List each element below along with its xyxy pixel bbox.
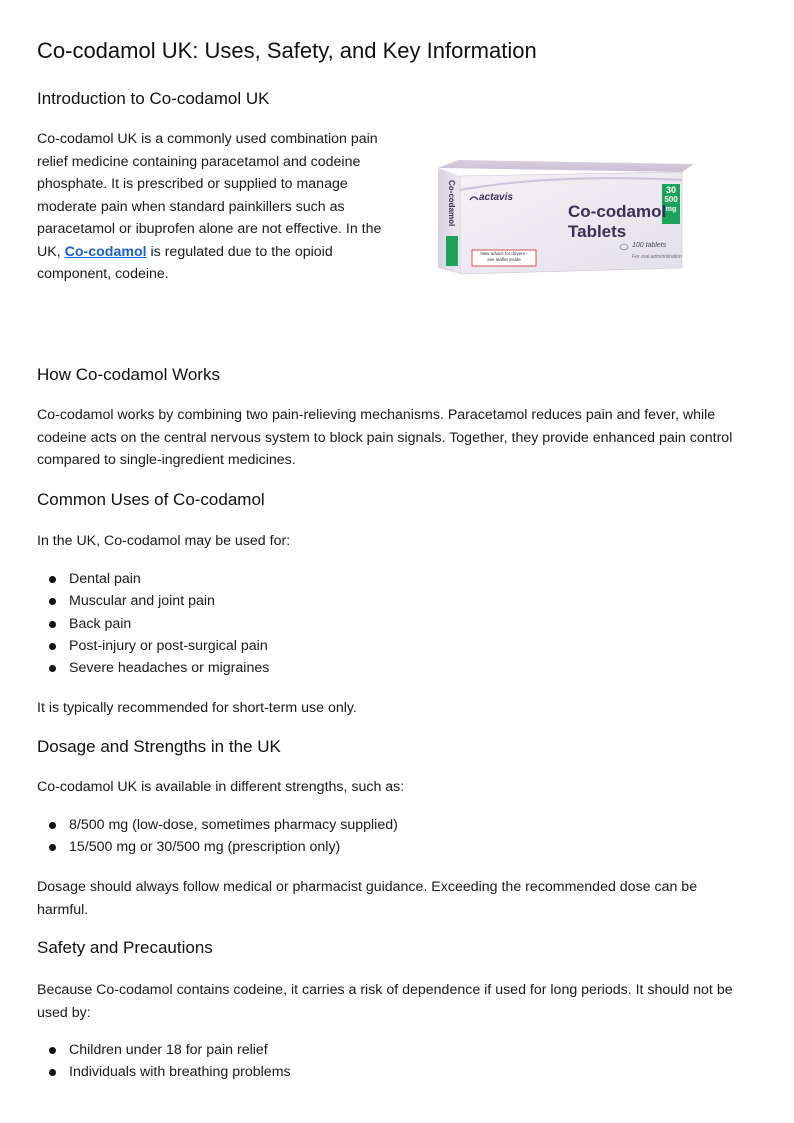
uses-note: It is typically recommended for short-term use only. (37, 700, 357, 716)
uses-heading: Common Uses of Co-codamol (37, 490, 265, 509)
page-title: Co-codamol UK: Uses, Safety, and Key Information (37, 38, 537, 63)
safety-heading: Safety and Precautions (37, 938, 213, 957)
dosage-heading: Dosage and Strengths in the UK (37, 737, 281, 756)
co-codamol-link[interactable]: Co-codamol (64, 243, 147, 260)
brand-label: actavis (479, 192, 513, 203)
list-item: 8/500 mg (low-dose, sometimes pharmacy supplied) (37, 814, 737, 836)
uses-list (37, 568, 737, 679)
product-name-line1: Co-codamol (568, 202, 667, 221)
list-item: Muscular and joint pain (37, 590, 737, 612)
how-heading: How Co-codamol Works (37, 365, 220, 384)
list-item: Dental pain (37, 568, 737, 590)
warning-line-1: New advice for drivers - (480, 251, 528, 256)
strength-unit: mg (665, 206, 677, 213)
dosage-intro: Co-codamol UK is available in different strengths, such as: (37, 779, 405, 795)
safety-list (37, 1039, 737, 1084)
list-item: Individuals with breathing problems (37, 1061, 737, 1083)
uses-intro: In the UK, Co-codamol may be used for: (37, 533, 291, 549)
intro-paragraph (37, 128, 397, 286)
box-top-face (438, 160, 694, 172)
intro-text-2: is regulated due to the opioid component, codeine. (37, 243, 333, 282)
product-box-image (436, 150, 696, 280)
list-item: Back pain (37, 613, 737, 635)
product-name-line2: Tablets (568, 222, 627, 241)
tablet-count: 100 tablets (632, 242, 667, 249)
strength-bottom: 500 (664, 195, 678, 204)
list-item: Children under 18 for pain relief (37, 1039, 737, 1061)
list-item: Severe headaches or migraines (37, 657, 737, 679)
intro-heading: Introduction to Co-codamol UK (37, 89, 270, 108)
route-label: For oral administration (632, 254, 682, 260)
list-item: Post-injury or post-surgical pain (37, 635, 737, 657)
dosage-list (37, 814, 737, 859)
how-paragraph: Co-codamol works by combining two pain-relieving mechanisms. Paracetamol reduces pain and fever, while codeine acts on the central nervous system to block pain signals. Together, they provide enhanced pain control compared to single-ingredient medicines. (37, 407, 733, 468)
list-item: 15/500 mg or 30/500 mg (prescription only) (37, 836, 737, 858)
dosage-note: Dosage should always follow medical or pharmacist guidance. Exceeding the recommended dose can be harmful. (37, 879, 698, 918)
safety-intro: Because Co-codamol contains codeine, it carries a risk of dependence if used for long periods. It should not be used by: (37, 982, 733, 1021)
intro-text-1: Co-codamol UK is a commonly used combination pain relief medicine containing paracetamol and codeine phosphate. It is prescribed or supplied to manage moderate pain when standard painkillers such as paracetamol or ibuprofen alone are not effective. In the UK, (37, 131, 382, 260)
side-label-1: Co-codamol (447, 180, 456, 227)
strength-top: 30 (665, 185, 676, 195)
warning-line-2: see leaflet inside (487, 257, 521, 262)
